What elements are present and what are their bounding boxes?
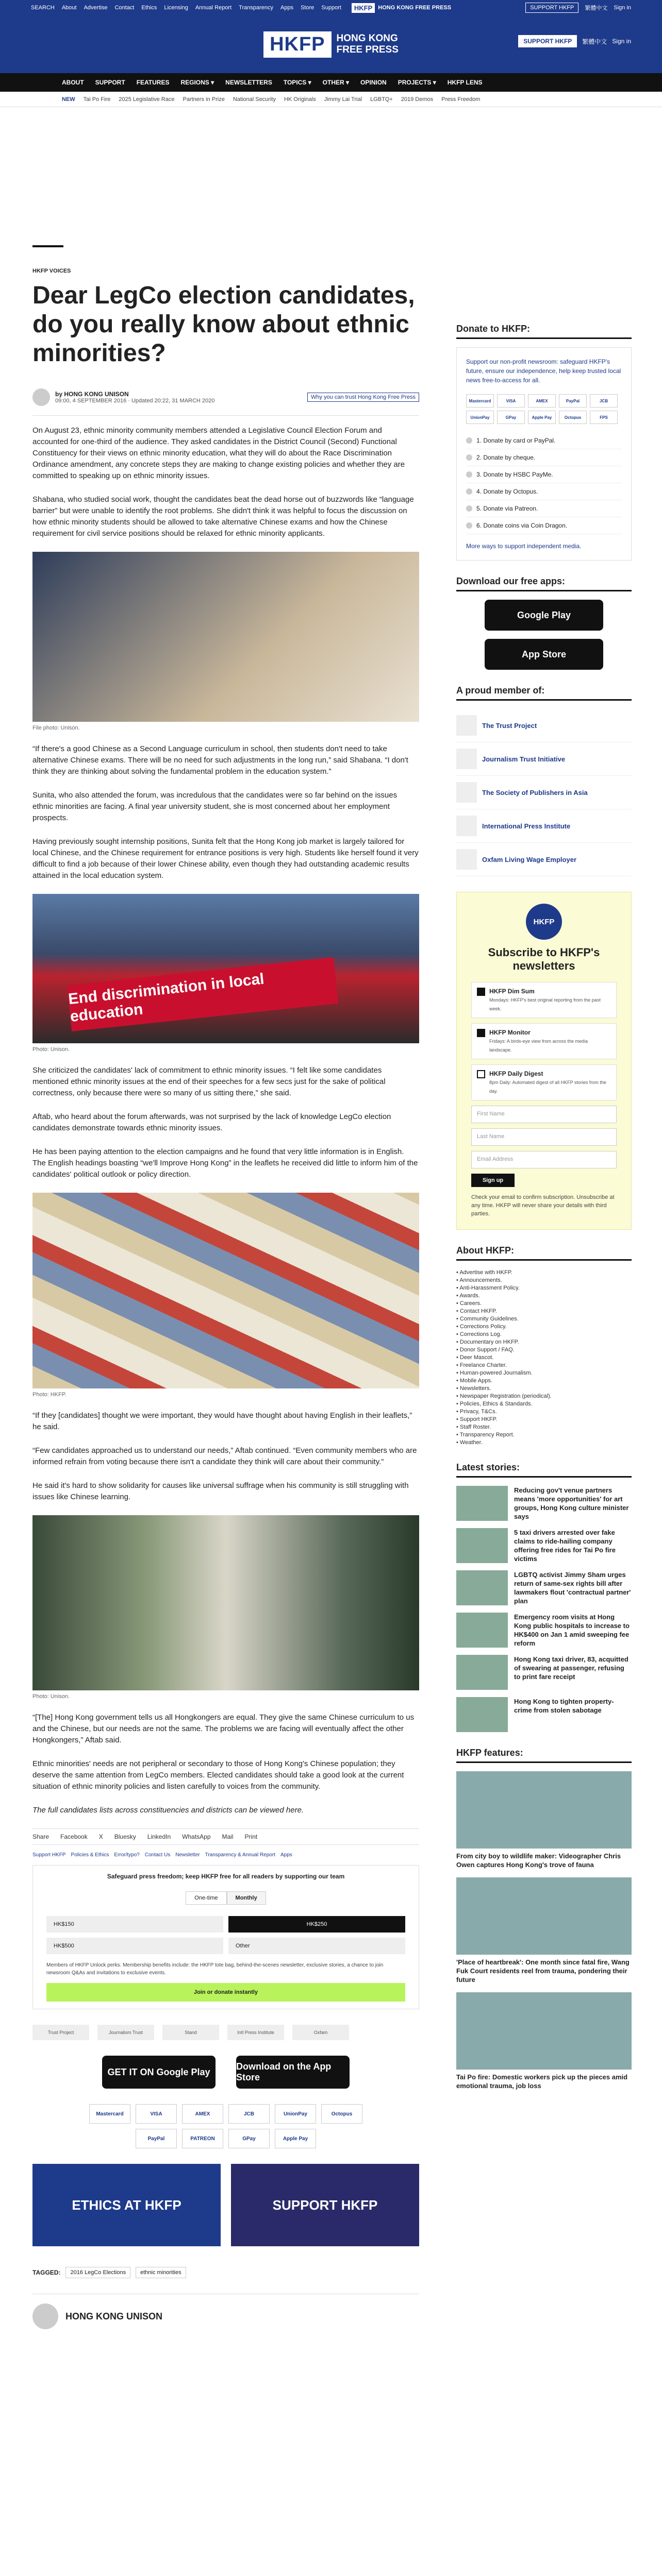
member-item[interactable] — [456, 742, 632, 776]
subnav-item[interactable]: 2025 Legislative Race — [119, 96, 175, 103]
donate-step[interactable] — [466, 449, 622, 466]
checkbox-checked[interactable] — [477, 988, 485, 996]
paragraph: The full candidates lists across constituencies and districts can be viewed here. — [32, 1806, 304, 1815]
latest-story[interactable] — [456, 1655, 632, 1690]
article — [32, 245, 419, 2329]
newsletter-name: HKFP Dim Sum — [489, 988, 535, 995]
two-women-photo — [32, 1515, 419, 1690]
article-title: Dear LegCo election candidates, do you really know about ethnic minorities? — [32, 282, 415, 367]
oxfam-icon — [456, 849, 477, 870]
topbar-signin-link[interactable]: Sign in — [614, 5, 631, 11]
newsletter-name: HKFP Daily Digest — [489, 1070, 543, 1077]
about-link[interactable]: • Transparency Report. — [456, 1431, 632, 1439]
visa-icon: VISA — [136, 2104, 177, 2124]
newsletter-desc: 8pm Daily: Automated digest of all HKFP stories from the day. — [489, 1080, 606, 1094]
donate-step[interactable] — [466, 517, 622, 534]
nav-hkfp-lens[interactable]: HKFP LENS — [447, 79, 483, 86]
nav-about[interactable]: ABOUT — [62, 79, 84, 86]
member-item[interactable] — [456, 809, 632, 843]
footer-link[interactable]: Support HKFP — [32, 1852, 66, 1858]
sidebar-payment-grid — [466, 394, 622, 424]
subnav-item[interactable]: Tai Po Fire — [83, 96, 111, 103]
topbar-language-link[interactable]: 繁體中文 — [585, 5, 608, 11]
amex-icon: AMEX — [528, 394, 556, 408]
donate-step[interactable] — [466, 466, 622, 483]
amount-option[interactable]: HK$150 — [46, 1916, 223, 1933]
share-facebook[interactable]: Facebook — [60, 1833, 88, 1840]
about-link[interactable]: • Community Guidelines. — [456, 1315, 632, 1323]
mastercard-icon: Mastercard — [466, 394, 494, 408]
donate-title: Safeguard press freedom; keep HKFP free for all readers by supporting our team — [107, 1873, 345, 1880]
about-link[interactable]: • Weather. — [456, 1439, 632, 1447]
toggle-one-time[interactable]: One-time — [186, 1891, 226, 1905]
story-title[interactable]: LGBTQ activist Jimmy Sham urges return of same-sex rights bill after lawmakers flout 'contractual partner' plan — [514, 1571, 631, 1605]
paragraph: He has been paying attention to the election campaigns and he found that very little information is in English. The English headings boasting “we'll Improve Hong Kong” in the leaflets he received did little to inform him of the candidates' political outlook or policy direction. — [32, 1147, 418, 1179]
jti-icon — [456, 749, 477, 769]
feature-title[interactable]: From city boy to wildlife maker: Videographer Chris Owen captures Hong Kong's trove of fauna — [456, 1852, 621, 1869]
latest-story[interactable] — [456, 1528, 632, 1563]
nav-regions[interactable]: REGIONS ▾ — [180, 79, 214, 86]
top-link-transparency[interactable]: Transparency — [239, 5, 273, 11]
newsletter-fine-print: Check your email to confirm subscription. Unsubscribe at any time. HKFP will never share your details with third parties. — [471, 1194, 615, 1217]
topbar-support-button[interactable]: SUPPORT HKFP — [525, 3, 578, 13]
about-link[interactable]: • Deer Mascot. — [456, 1354, 632, 1362]
paragraph: “If they [candidates] thought we were important, they would have thought about having English in their leaflets,” he said. — [32, 1411, 412, 1431]
footer-link[interactable]: Error/typo? — [114, 1852, 140, 1858]
top-link-apps[interactable]: Apps — [280, 5, 294, 11]
member-label: Journalism Trust Initiative — [482, 755, 566, 763]
photo-caption: Photo: Unison. — [32, 1693, 70, 1700]
toggle-monthly[interactable]: Monthly — [227, 1891, 266, 1905]
sub-nav — [0, 92, 662, 107]
paypal-icon: PayPal — [136, 2129, 177, 2148]
nav-newsletters[interactable]: NEWSLETTERS — [225, 79, 272, 86]
latest-story[interactable] — [456, 1697, 632, 1732]
support-banner[interactable]: SUPPORT HKFP — [231, 2164, 419, 2246]
leaflets-photo — [32, 1193, 419, 1388]
member-heading: A proud member of: — [456, 685, 632, 701]
trust-link[interactable]: Why you can trust Hong Kong Free Press — [307, 393, 419, 402]
masthead-name-line2: FREE PRESS — [336, 44, 399, 55]
article-date: 09:00, 4 SEPTEMBER 2016 · Updated 20:22, 31 MARCH 2020 — [55, 398, 215, 404]
story-thumbnail[interactable] — [456, 1528, 508, 1563]
paragraph: Having previously sought internship positions, Sunita felt that the Hong Kong job market is largely tailored for local Chinese, and the Chinese requirement for entrance positions is very high. Students like herself found it very difficult to find a job because of their lower Chinese ability, even though they had outstanding academic results attained in the local education system. — [32, 837, 419, 880]
feature-thumbnail[interactable] — [456, 1877, 632, 1955]
story-thumbnail[interactable] — [456, 1697, 508, 1732]
checkbox[interactable] — [477, 1070, 485, 1078]
title-rule — [32, 245, 63, 247]
about-link[interactable]: • Privacy, T&Cs. — [456, 1408, 632, 1416]
subnav-new-badge: NEW — [62, 96, 75, 103]
about-link[interactable]: • Staff Roster. — [456, 1423, 632, 1431]
paypal-icon: PayPal — [559, 394, 587, 408]
about-link[interactable]: • Newspaper Registration (periodical). — [456, 1393, 632, 1400]
footer-link[interactable]: Policies & Ethics — [71, 1852, 109, 1858]
newsletter-option[interactable] — [471, 1064, 617, 1100]
story-title[interactable]: 5 taxi drivers arrested over fake claims to ride-hailing company offering free rides for Tai Po fire victims — [514, 1529, 616, 1563]
paragraph: Sunita, who also attended the forum, was incredulous that the candidates were so far behind on the issues ethnic minorities are facing. A final year university student, she is most concerned about her employment prospects. — [32, 791, 398, 822]
about-link[interactable]: • Policies, Ethics & Standards. — [456, 1400, 632, 1408]
story-title[interactable]: Reducing gov't venue partners means 'more opportunities' for art groups, Hong Kong culture minister says — [514, 1486, 629, 1520]
nav-projects[interactable]: PROJECTS ▾ — [398, 79, 436, 86]
nav-other[interactable]: OTHER ▾ — [322, 79, 350, 86]
features-heading: HKFP features: — [456, 1748, 632, 1763]
main-nav — [0, 73, 662, 92]
photo-caption: File photo: Unison. — [32, 725, 80, 731]
paragraph: He said it's hard to show solidarity for causes like universal suffrage when his community is still struggling with issues like Chinese learning. — [32, 1481, 409, 1501]
email-field[interactable]: Email Address — [471, 1151, 617, 1168]
author-box-name[interactable]: HONG KONG UNISON — [65, 2311, 163, 2321]
share-bar — [32, 1828, 419, 1845]
amount-grid — [46, 1916, 405, 1954]
topbar-logo-text: HONG KONG FREE PRESS — [378, 5, 452, 11]
amount-option-selected[interactable]: HK$250 — [228, 1916, 405, 1933]
about-link[interactable]: • Corrections Log. — [456, 1331, 632, 1338]
org-logo[interactable]: Journalism Trust — [97, 2025, 154, 2040]
donate-link[interactable]: Support our non-profit newsroom: safeguard HKFP's future, ensure our independence, help keep trusted local news free-to-access for all. — [466, 358, 621, 384]
org-logos — [32, 2025, 419, 2040]
topbar-logo-box: HKFP — [352, 3, 375, 13]
member-item[interactable] — [456, 709, 632, 742]
protest-banner: End discrimination in local education — [67, 957, 339, 1031]
octopus-icon: Octopus — [559, 411, 587, 424]
share-linkedin[interactable]: LinkedIn — [147, 1833, 171, 1840]
newsletter-option-text — [489, 988, 611, 1012]
fps-icon: FPS — [590, 411, 618, 424]
member-list — [456, 709, 632, 876]
newsletter-name: HKFP Monitor — [489, 1029, 531, 1036]
newsletter-option-text — [489, 1029, 611, 1054]
paragraph: “If there's a good Chinese as a Second Language curriculum in school, then students don't need to take alternative Chinese exams. There will be no need for such adjustments in the long run,” said Shabana. “I don't think they are thinking about solving the fundamental problem in the education system.” — [32, 744, 408, 776]
sopa-icon — [456, 782, 477, 803]
about-link[interactable]: • Corrections Policy. — [456, 1323, 632, 1331]
photo-caption: Photo: HKFP. — [32, 1392, 67, 1398]
newsletter-desc: Fridays: A birds-eye view from across the media landscape. — [489, 1039, 588, 1053]
topbar-right — [525, 3, 631, 13]
feature-story[interactable] — [456, 1771, 632, 1869]
top-link-about[interactable]: About — [61, 5, 77, 11]
footer-link[interactable]: Transparency & Annual Report — [205, 1852, 275, 1858]
masthead-logo[interactable]: HKFP — [263, 31, 331, 58]
nav-opinion[interactable]: OPINION — [360, 79, 387, 86]
footer-link[interactable]: Newsletter — [175, 1852, 200, 1858]
member-label: International Press Institute — [482, 822, 571, 830]
byline-text — [55, 391, 214, 404]
nav-topics[interactable]: TOPICS ▾ — [283, 79, 311, 86]
sidebar-google-play-button[interactable]: Google Play — [485, 600, 603, 631]
masthead-signin-link[interactable]: Sign in — [612, 38, 631, 45]
about-link[interactable]: • Careers. — [456, 1300, 632, 1308]
visa-icon: VISA — [497, 394, 525, 408]
about-link[interactable]: • Contact HKFP. — [456, 1308, 632, 1315]
ethics-banner[interactable]: ETHICS AT HKFP — [32, 2164, 221, 2246]
footer-link[interactable]: Apps — [280, 1852, 292, 1858]
member-label: The Society of Publishers in Asia — [482, 788, 588, 796]
signup-button[interactable]: Sign up — [471, 1174, 515, 1187]
payment-methods — [71, 2104, 380, 2148]
donate-step[interactable] — [466, 432, 622, 449]
more-ways-link[interactable]: More ways to support independent media. — [466, 543, 582, 550]
member-item[interactable] — [456, 776, 632, 809]
masthead-name — [337, 33, 399, 56]
latest-story[interactable] — [456, 1570, 632, 1605]
subnav-item[interactable]: Jimmy Lai Trial — [324, 96, 362, 103]
apps-heading: Download our free apps: — [456, 576, 632, 591]
share-label: Share — [32, 1833, 49, 1840]
member-label: The Trust Project — [482, 721, 537, 730]
subnav-item[interactable]: Partners in Prize — [183, 96, 225, 103]
amex-icon: AMEX — [182, 2104, 223, 2124]
newsletter-badge: HKFP — [526, 904, 562, 940]
students-photo — [32, 552, 419, 722]
masthead — [0, 15, 662, 73]
jcb-icon: JCB — [228, 2104, 270, 2124]
share-bluesky[interactable]: Bluesky — [114, 1833, 136, 1840]
share-mail[interactable]: Mail — [222, 1833, 234, 1840]
top-link-contact[interactable]: Contact — [114, 5, 135, 11]
step-label: 6. Donate coins via Coin Dragon. — [476, 522, 568, 529]
about-link[interactable]: • Freelance Charter. — [456, 1362, 632, 1369]
donate-step[interactable] — [466, 500, 622, 517]
footer-link[interactable]: Contact Us — [144, 1852, 171, 1858]
donate-step[interactable] — [466, 483, 622, 500]
first-name-field[interactable]: First Name — [471, 1106, 617, 1123]
protest-photo — [32, 894, 419, 1043]
step-label: 4. Donate by Octopus. — [476, 488, 538, 495]
step-icon — [466, 454, 472, 461]
apple-pay-icon: Apple Pay — [528, 411, 556, 424]
photo-caption: Photo: Unison. — [32, 1046, 70, 1053]
jcb-icon: JCB — [590, 394, 618, 408]
step-icon — [466, 471, 472, 478]
subnav-item[interactable]: LGBTQ+ — [370, 96, 393, 103]
tags — [32, 2267, 419, 2278]
about-link[interactable]: • Awards. — [456, 1292, 632, 1300]
story-title[interactable]: Hong Kong to tighten property-crime from stolen sabotage — [514, 1698, 614, 1714]
about-link[interactable]: • Documentary on HKFP. — [456, 1338, 632, 1346]
gpay-icon: GPay — [228, 2129, 270, 2148]
about-link[interactable]: • Mobile Apps. — [456, 1377, 632, 1385]
share-x[interactable]: X — [98, 1833, 103, 1840]
footer-links — [32, 1852, 419, 1858]
paragraph: On August 23, ethnic minority community members attended a Legislative Council Election Forum and accounted for one-third of the audience. They asked candidates in the District Council (Second) Functional Constituency for their views on ethnic minority education, what they will do about the Race Discrimination Ordinance amendment, any concrete steps they are making to change existing policies and whether they are committed to speaking up on ethnic minority issues. — [32, 426, 405, 480]
topbar-logo[interactable] — [352, 3, 451, 13]
top-link-annual-report[interactable]: Annual Report — [195, 5, 232, 11]
unionpay-icon: UnionPay — [466, 411, 494, 424]
google-play-button[interactable]: GET IT ON Google Play — [102, 2056, 216, 2089]
masthead-name-line1: HONG KONG — [336, 33, 398, 44]
step-icon — [466, 505, 472, 512]
masthead-right — [518, 35, 631, 47]
sidebar — [456, 324, 632, 2098]
member-item[interactable] — [456, 843, 632, 876]
tags-label: TAGGED: — [32, 2269, 61, 2276]
author-box — [32, 2294, 419, 2329]
byline — [32, 388, 419, 406]
top-bar — [0, 0, 662, 15]
latest-story[interactable] — [456, 1613, 632, 1648]
masthead-language-link[interactable]: 繁體中文 — [582, 38, 607, 45]
org-logo[interactable]: Trust Project — [32, 2025, 89, 2040]
story-thumbnail[interactable] — [456, 1655, 508, 1690]
org-logo[interactable]: Intl Press Institute — [227, 2025, 284, 2040]
top-link-support[interactable]: Support — [321, 5, 341, 11]
tag[interactable]: 2016 LegCo Elections — [65, 2267, 130, 2278]
search-link[interactable]: SEARCH — [31, 5, 55, 11]
step-label: 2. Donate by cheque. — [476, 454, 536, 461]
latest-story[interactable] — [456, 1486, 632, 1521]
paragraph: Shabana, who studied social work, thought the candidates beat the dead horse out of buzzwords like “language barrier” but were unable to identify the root problems. She didn't think it was helpful to focus the discussion on how ethnic minority students should be allowed to take alternative Chinese exams and how the Chinese requirement for civil service positions should be relaxed for ethnic minority applicants. — [32, 495, 414, 538]
author-name[interactable]: by HONG KONG UNISON — [55, 391, 129, 398]
join-button[interactable]: Join or donate instantly — [46, 1983, 405, 2002]
feature-title[interactable]: Tai Po fire: Domestic workers pick up the pieces amid emotional trauma, job loss — [456, 2073, 628, 2090]
frequency-toggle — [46, 1891, 405, 1905]
top-link-ethics[interactable]: Ethics — [141, 5, 157, 11]
patreon-icon: PATREON — [182, 2129, 223, 2148]
article-kicker[interactable]: HKFP VOICES — [32, 268, 71, 274]
subnav-item[interactable]: Press Freedom — [441, 96, 481, 103]
story-title[interactable]: Emergency room visits at Hong Kong public hospitals to increase to HK$400 on Jan 1 amid sweeping fee reform — [514, 1613, 630, 1647]
top-link-store[interactable]: Store — [301, 5, 315, 11]
about-link[interactable]: • Support HKFP. — [456, 1416, 632, 1423]
nav-features[interactable]: FEATURES — [136, 79, 170, 86]
tag[interactable]: ethnic minorities — [136, 2267, 186, 2278]
paragraph: Aftab, who heard about the forum afterwards, was not surprised by the lack of knowledge LegCo election candidates demonstrate towards ethnic minority issues. — [32, 1112, 391, 1132]
subnav-item[interactable]: National Security — [233, 96, 276, 103]
feature-story[interactable] — [456, 1992, 632, 2090]
latest-heading: Latest stories: — [456, 1462, 632, 1478]
share-print[interactable]: Print — [244, 1833, 258, 1840]
about-link[interactable]: • Donor Support / FAQ. — [456, 1346, 632, 1354]
story-thumbnail[interactable] — [456, 1613, 508, 1648]
donate-heading: Donate to HKFP: — [456, 324, 632, 339]
sidebar-app-store-button[interactable]: App Store — [485, 639, 603, 670]
trust-project-icon — [456, 715, 477, 736]
mastercard-icon: Mastercard — [89, 2104, 130, 2124]
step-icon — [466, 522, 472, 529]
feature-story[interactable] — [456, 1877, 632, 1984]
amount-option[interactable]: HK$500 — [46, 1938, 223, 1954]
newsletter-box — [456, 892, 632, 1230]
about-link[interactable]: • Advertise with HKFP. — [456, 1269, 632, 1277]
checkbox-checked[interactable] — [477, 1029, 485, 1037]
author-box-avatar[interactable] — [32, 2303, 58, 2329]
paragraph: “[The] Hong Kong government tells us all Hongkongers are equal. They give the same Chinese curriculum to us and the Chinese, but our needs are not the same. The problems we are facing will eventually affect the other Hongkongers,” Aftab said. — [32, 1713, 415, 1744]
subnav-item[interactable]: 2019 Demos — [401, 96, 434, 103]
feature-thumbnail[interactable] — [456, 1771, 632, 1849]
latest-list — [456, 1486, 632, 1732]
feature-title[interactable]: 'Place of heartbreak': One month since fatal fire, Wang Fuk Court residents reel from trauma, pondering their future — [456, 1958, 630, 1984]
donate-panel — [456, 347, 632, 561]
subnav-item[interactable]: HK Originals — [284, 96, 316, 103]
about-heading: About HKFP: — [456, 1245, 632, 1261]
about-link[interactable]: • Human-powered Journalism. — [456, 1369, 632, 1377]
author-avatar[interactable] — [32, 388, 50, 406]
app-store-button[interactable]: Download on the App Store — [236, 2056, 350, 2089]
story-thumbnail[interactable] — [456, 1486, 508, 1521]
step-label: 1. Donate by card or PayPal. — [476, 437, 556, 444]
donate-box — [32, 1865, 419, 2009]
newsletter-title: Subscribe to HKFP's newsletters — [488, 946, 600, 972]
paragraph: “Few candidates approached us to understand our needs,” Aftab continued. “Even community members who are informed refrain from voting because there isn't a candidate they think will care about their community.” — [32, 1446, 417, 1466]
about-list — [456, 1269, 632, 1447]
nav-support[interactable]: SUPPORT — [95, 79, 125, 86]
step-icon — [466, 488, 472, 495]
gpay-icon: GPay — [497, 411, 525, 424]
apple-pay-icon: Apple Pay — [275, 2129, 316, 2148]
divider — [32, 415, 419, 416]
story-title[interactable]: Hong Kong taxi driver, 83, acquitted of swearing at passenger, refusing to print fare receipt — [514, 1655, 628, 1681]
about-link[interactable]: • Anti-Harassment Policy. — [456, 1284, 632, 1292]
top-link-licensing[interactable]: Licensing — [164, 5, 188, 11]
about-link[interactable]: • Newsletters. — [456, 1385, 632, 1393]
top-link-advertise[interactable]: Advertise — [84, 5, 108, 11]
promo-banners — [32, 2164, 419, 2246]
step-label: 5. Donate via Patreon. — [476, 505, 538, 512]
masthead-support-button[interactable]: SUPPORT HKFP — [518, 35, 577, 47]
about-link[interactable]: • Announcements. — [456, 1277, 632, 1284]
org-logo[interactable]: Oxfam — [292, 2025, 349, 2040]
newsletter-option[interactable] — [471, 1023, 617, 1059]
octopus-icon: Octopus — [321, 2104, 362, 2124]
paragraph: Ethnic minorities' needs are not peripheral or secondary to those of Hong Kong's Chinese population; they deserve the same attention from LegCo members. Elected candidates should take a good look at the current situation of ethnic minority policies and listen carefully to voices from the community. — [32, 1759, 404, 1791]
ipi-icon — [456, 816, 477, 836]
top-links — [31, 5, 341, 11]
org-logo[interactable]: Stand — [162, 2025, 219, 2040]
member-label: Oxfam Living Wage Employer — [482, 855, 577, 863]
features-list — [456, 1771, 632, 2090]
newsletter-option[interactable] — [471, 982, 617, 1018]
step-icon — [466, 437, 472, 444]
newsletter-option-text — [489, 1070, 611, 1095]
newsletter-desc: Mondays: HKFP's best original reporting from the past week. — [489, 997, 601, 1011]
paragraph: She criticized the candidates' lack of commitment to ethnic minority issues. “I felt like some candidates mentioned ethnic minority issues at the end of their speeches for a few secs just for the sake of political correctness, only because there were so many of us sitting there,” she said. — [32, 1066, 386, 1097]
share-whatsapp[interactable]: WhatsApp — [182, 1833, 211, 1840]
last-name-field[interactable]: Last Name — [471, 1128, 617, 1146]
app-buttons — [32, 2056, 419, 2089]
unionpay-icon: UnionPay — [275, 2104, 316, 2124]
story-thumbnail[interactable] — [456, 1570, 508, 1605]
feature-thumbnail[interactable] — [456, 1992, 632, 2070]
donate-benefits-text: Members of HKFP Unlock perks. Membership benefits include: the HKFP tote bag, behind-the-scenes newsletter, exclusive stories, a chance to join newsroom Q&As and invitations to exclusive events. — [46, 1962, 384, 1976]
step-label: 3. Donate by HSBC PayMe. — [476, 471, 553, 478]
amount-option-other[interactable]: Other — [228, 1938, 405, 1954]
